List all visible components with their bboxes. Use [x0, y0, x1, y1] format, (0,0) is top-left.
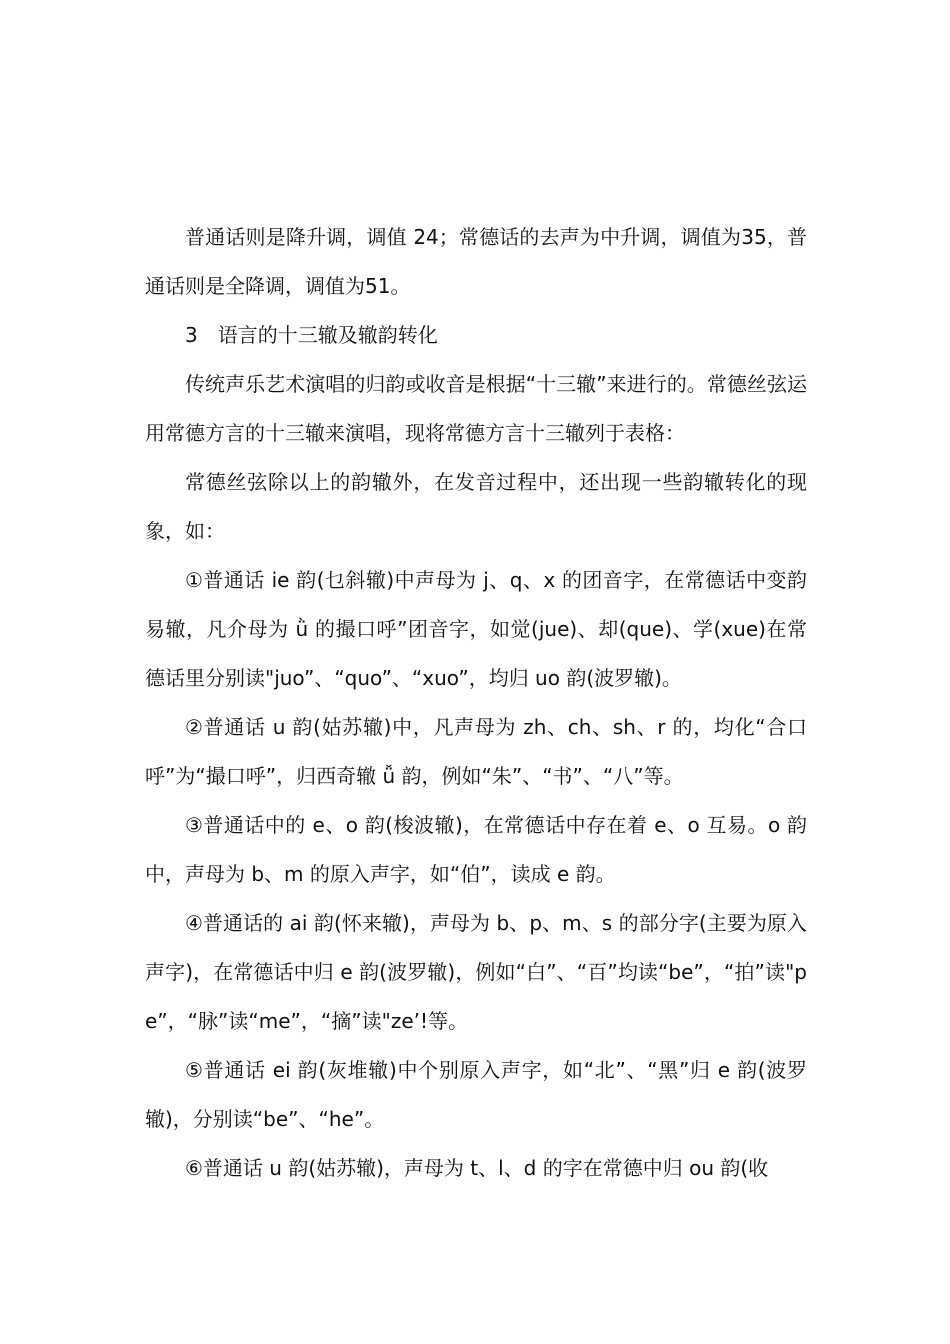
document-body — [145, 213, 807, 1193]
paragraph-item-3: ③普通话中的 e、o 韵(梭波辙)，在常德话中存在着 e、o 互易。o 韵中，声母为 b、m 的原入声字，如“伯”，读成 e 韵。 — [145, 813, 807, 886]
paragraph-thirteen-rhymes: 传统声乐艺术演唱的归韵或收音是根据“十三辙”来进行的。常德丝弦运用常德方言的十三辙来演唱，现将常德方言十三辙列于表格： — [145, 372, 807, 445]
paragraph-item-4: ④普通话的 ai 韵(怀来辙)，声母为 b、p、m、s 的部分字(主要为原入声字)，在常德话中归 e 韵(波罗辙)，例如“白”、“百”均读“be”，“拍”读"pe”，“脉”读“me”，“摘”读"ze’!等。 — [145, 911, 807, 1033]
section-heading: 3 语言的十三辙及辙韵转化 — [185, 323, 438, 347]
paragraph-tone-values: 普通话则是降升调，调值 24；常德话的去声为中升调，调值为35，普通话则是全降调，调值为51。 — [145, 225, 807, 298]
paragraph-item-5: ⑤普通话 ei 韵(灰堆辙)中个别原入声字，如“北”、“黑”归 e 韵(波罗辙)，分别读“be”、“he”。 — [145, 1058, 807, 1131]
paragraph-item-1: ①普通话 ie 韵(乜斜辙)中声母为 j、q、x 的团音字，在常德话中变韵易辙，凡介母为 ǜ 的撮口呼”团音字，如觉(jue)、却(que)、学(xue)在常德话里分别读"juo”、“quo”、“xuo”，均归 uo 韵(波罗辙)。 — [145, 568, 807, 690]
paragraph-item-6: ⑥普通话 u 韵(姑苏辙)，声母为 t、l、d 的字在常德中归 ou 韵(收 — [185, 1156, 769, 1180]
paragraph-rhyme-conversion-intro: 常德丝弦除以上的韵辙外，在发音过程中，还出现一些韵辙转化的现象，如： — [145, 470, 807, 543]
paragraph-item-2: ②普通话 u 韵(姑苏辙)中，凡声母为 zh、ch、sh、r 的，均化“合口呼”为“撮口呼”，归西奇辙 ǚ 韵，例如“朱”、“书”、“八”等。 — [145, 715, 807, 788]
